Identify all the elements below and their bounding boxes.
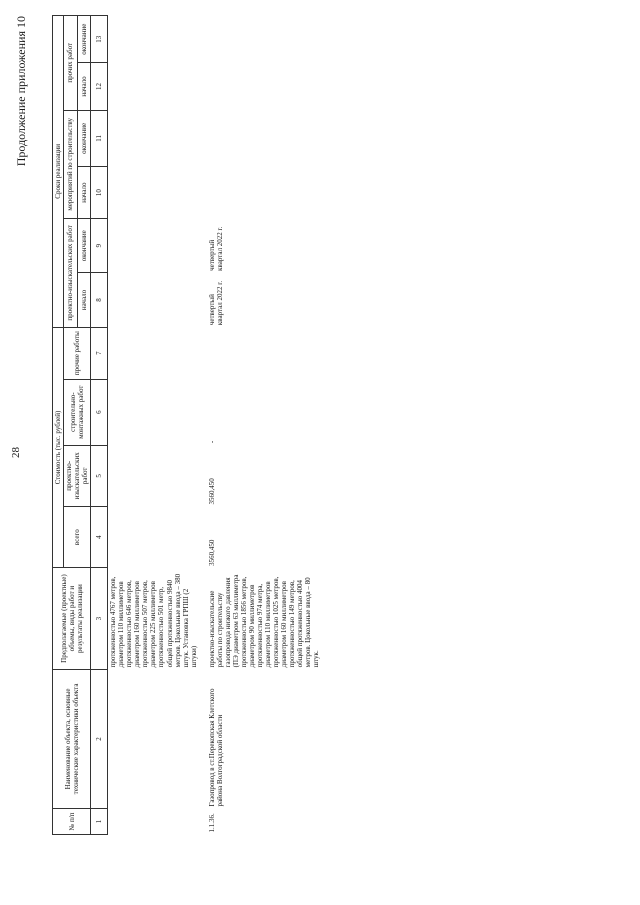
object-name: Газопровод в ст.Перекопская Клетского района Волгоградской области (207, 688, 224, 807)
build-end (207, 110, 322, 167)
col-number: 8 (91, 273, 108, 327)
header-name: Наименование объекта, основные технические характеристики объекта (53, 669, 91, 808)
other-start (207, 63, 322, 110)
header-end: окончание (77, 219, 91, 273)
works-continued: протяженностью 4767 метров, диаметром 110 миллиметров протяженностью 646 метров, диаметром 160 миллиметров протяженностью 507 метров, диаметром 225 миллиметров протяженностью 501 метр, общей протяженностью 9840 метров. Цокольные ввода – 380 штук. Установка ГРПШ (2 штуки) (109, 573, 198, 668)
design-end: четвертый квартал 2022 г. (207, 226, 224, 271)
col-number: 12 (91, 63, 108, 110)
header-terms-group: Сроки реализации (53, 16, 64, 328)
design-start: четвертый квартал 2022 г. (207, 280, 224, 326)
header-start: начало (77, 273, 91, 327)
build-start (207, 167, 322, 219)
col-number: 1 (91, 809, 108, 835)
header-end: окончание (77, 110, 91, 167)
header-start: начало (77, 63, 91, 110)
other-end (207, 16, 322, 63)
col-number: 13 (91, 16, 108, 63)
col-number: 11 (91, 110, 108, 167)
col-number: 6 (91, 379, 108, 445)
col-number: 2 (91, 669, 108, 808)
header-cost-total: всего (64, 507, 91, 568)
header-cost-group: Стоимость (тыс. рублей) (53, 327, 64, 568)
header-cost-other: прочие работы (64, 327, 91, 379)
header-works: Предполагаемые (проектные) объемы, виды работ и результаты реализации (53, 568, 91, 669)
header-cost-build: строительно-монтажных работ (64, 379, 91, 445)
col-number: 9 (91, 219, 108, 273)
col-number: 4 (91, 507, 108, 568)
header-num: № п/п (53, 809, 91, 835)
page-number: 28 (10, 447, 22, 458)
cost-build: - (207, 440, 216, 444)
cost-design: 3560,450 (207, 478, 216, 505)
header-cost-design: проектно-изыскательских работ (64, 445, 91, 506)
cost-other (207, 327, 322, 379)
table-row (207, 16, 322, 835)
row-number: 1.1.36. (207, 813, 216, 833)
header-row-1 (53, 16, 64, 835)
header-end: окончание (77, 16, 91, 63)
col-number: 5 (91, 445, 108, 506)
column-number-row (91, 16, 108, 835)
col-number: 10 (91, 167, 108, 219)
projects-table (52, 15, 321, 835)
continuation-label: Продолжение приложения 10 (14, 16, 28, 167)
header-terms-design: проектно-изыскательских работ (64, 219, 78, 328)
header-start: начало (77, 167, 91, 219)
header-terms-build: мероприятий по строительству (64, 110, 78, 219)
header-terms-other: прочих работ (64, 16, 78, 111)
col-number: 3 (91, 568, 108, 669)
col-number: 7 (91, 327, 108, 379)
cost-total: 3560,450 (207, 539, 216, 566)
works-description: проектно-изыскательские работы по строительству газопровода низкого давления (ПЭ диаметром 63 миллиметра протяженностью 1856 метров, диаметром 90 миллиметров протяженностью 974 метра, диаметром 110 миллиметров протяженностью 1025 метров, диаметром 160 миллиметров протяженностью 149 метров, общей протяженностью 4004 метров. Цокольные ввода – 80 штук. (207, 574, 321, 668)
table-row-continued (108, 16, 199, 835)
